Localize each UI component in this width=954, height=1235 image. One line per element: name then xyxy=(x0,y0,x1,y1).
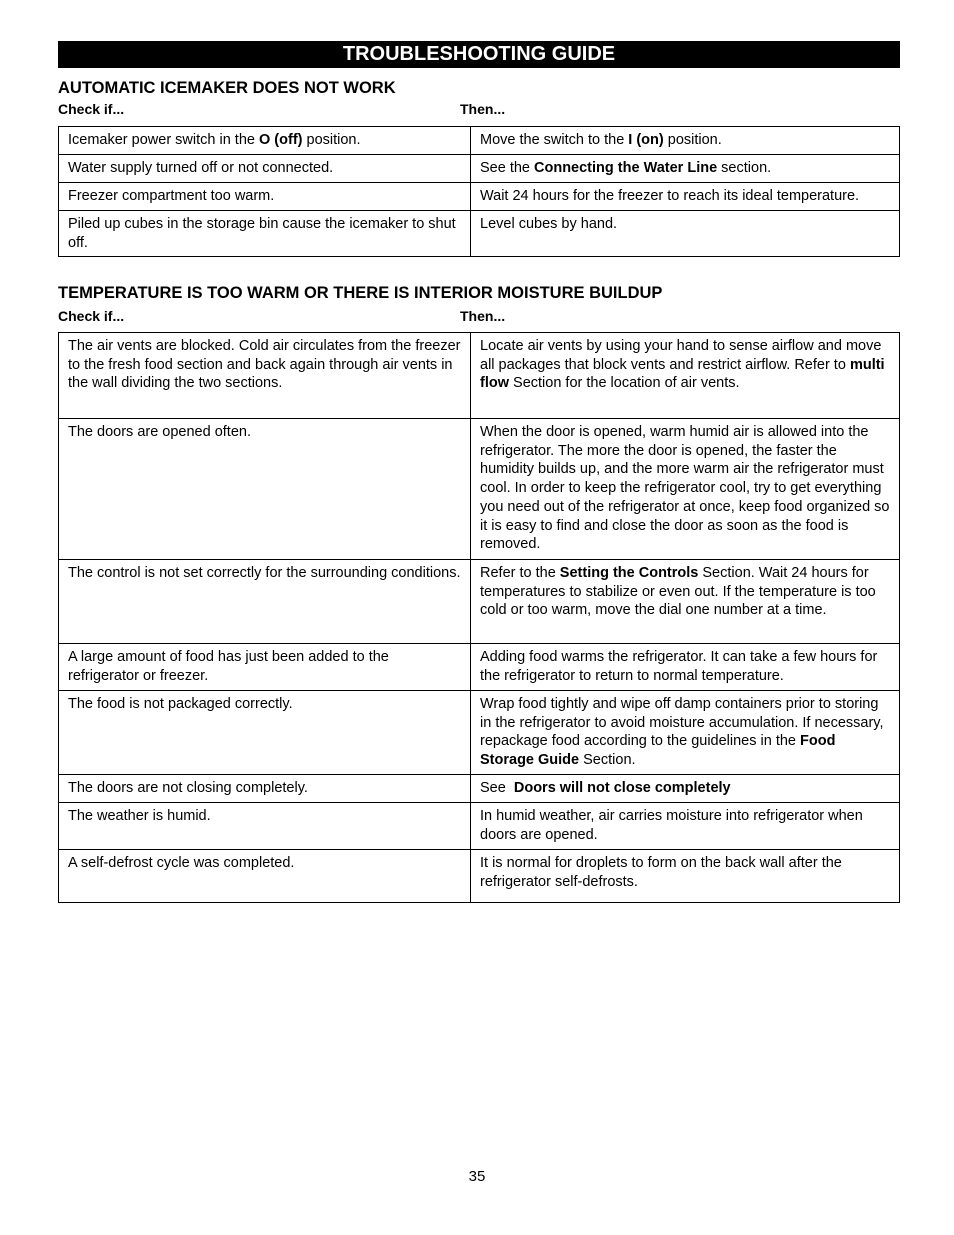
table-row xyxy=(59,644,900,691)
table-row xyxy=(59,127,900,155)
check-cell: Freezer compartment too warm. xyxy=(59,183,471,211)
check-cell: The doors are not closing completely. xyxy=(59,775,471,803)
then-cell: Level cubes by hand. xyxy=(471,211,900,257)
then-cell: Wrap food tightly and wipe off damp containers prior to storing in the refrigerator to avoid moisture accumulation. If necessary, repackage food according to the guidelines in the Food Storage Guide Section. xyxy=(471,691,900,775)
table-row xyxy=(59,419,900,560)
check-cell: Piled up cubes in the storage bin cause the icemaker to shut off. xyxy=(59,211,471,257)
section2-check-label: Check if... xyxy=(58,308,125,324)
check-cell: A self-defrost cycle was completed. xyxy=(59,850,471,903)
check-cell: The doors are opened often. xyxy=(59,419,471,560)
then-cell: It is normal for droplets to form on the back wall after the refrigerator self-defrosts. xyxy=(471,850,900,903)
then-cell: Move the switch to the I (on) position. xyxy=(471,127,900,155)
then-cell: Wait 24 hours for the freezer to reach its ideal temperature. xyxy=(471,183,900,211)
then-cell: Locate air vents by using your hand to sense airflow and move all packages that block vents and restrict airflow. Refer to multi flow Section for the location of air vents. xyxy=(471,333,900,419)
check-cell: Icemaker power switch in the O (off) position. xyxy=(59,127,471,155)
table-row xyxy=(59,183,900,211)
table-row xyxy=(59,803,900,850)
table-row xyxy=(59,560,900,644)
icemaker-table xyxy=(58,126,900,257)
then-cell: Refer to the Setting the Controls Section. Wait 24 hours for temperatures to stabilize or even out. If the temperature is too cold or too warm, move the dial one number at a time. xyxy=(471,560,900,644)
section1-then-label: Then... xyxy=(460,101,506,117)
then-cell: See the Connecting the Water Line section. xyxy=(471,155,900,183)
check-cell: The air vents are blocked. Cold air circulates from the freezer to the fresh food section and back again through air vents in the wall dividing the two sections. xyxy=(59,333,471,419)
table-row xyxy=(59,691,900,775)
section2-title: TEMPERATURE IS TOO WARM OR THERE IS INTERIOR MOISTURE BUILDUP xyxy=(58,284,663,302)
section1-title: AUTOMATIC ICEMAKER DOES NOT WORK xyxy=(58,79,396,97)
check-cell: A large amount of food has just been added to the refrigerator or freezer. xyxy=(59,644,471,691)
section2-then-label: Then... xyxy=(460,308,506,324)
check-cell: The food is not packaged correctly. xyxy=(59,691,471,775)
table-row xyxy=(59,333,900,419)
then-cell: In humid weather, air carries moisture into refrigerator when doors are opened. xyxy=(471,803,900,850)
section1-check-label: Check if... xyxy=(58,101,125,117)
table-row xyxy=(59,775,900,803)
table-row xyxy=(59,155,900,183)
temperature-table xyxy=(58,332,900,903)
then-cell: See Doors will not close completely xyxy=(471,775,900,803)
check-cell: The weather is humid. xyxy=(59,803,471,850)
page-number: 35 xyxy=(468,1168,486,1185)
check-cell: Water supply turned off or not connected. xyxy=(59,155,471,183)
table-row xyxy=(59,211,900,257)
guide-banner: TROUBLESHOOTING GUIDE xyxy=(58,41,900,68)
then-cell: Adding food warms the refrigerator. It can take a few hours for the refrigerator to return to normal temperature. xyxy=(471,644,900,691)
check-cell: The control is not set correctly for the surrounding conditions. xyxy=(59,560,471,644)
table-row xyxy=(59,850,900,903)
then-cell: When the door is opened, warm humid air is allowed into the refrigerator. The more the door is opened, the faster the humidity builds up, and the more warm air the refrigerator must cool. In order to keep the refrigerator cool, try to get everything you need out of the refrigerator at once, keep food organized so it is easy to find and close the door as soon as the food is removed. xyxy=(471,419,900,560)
